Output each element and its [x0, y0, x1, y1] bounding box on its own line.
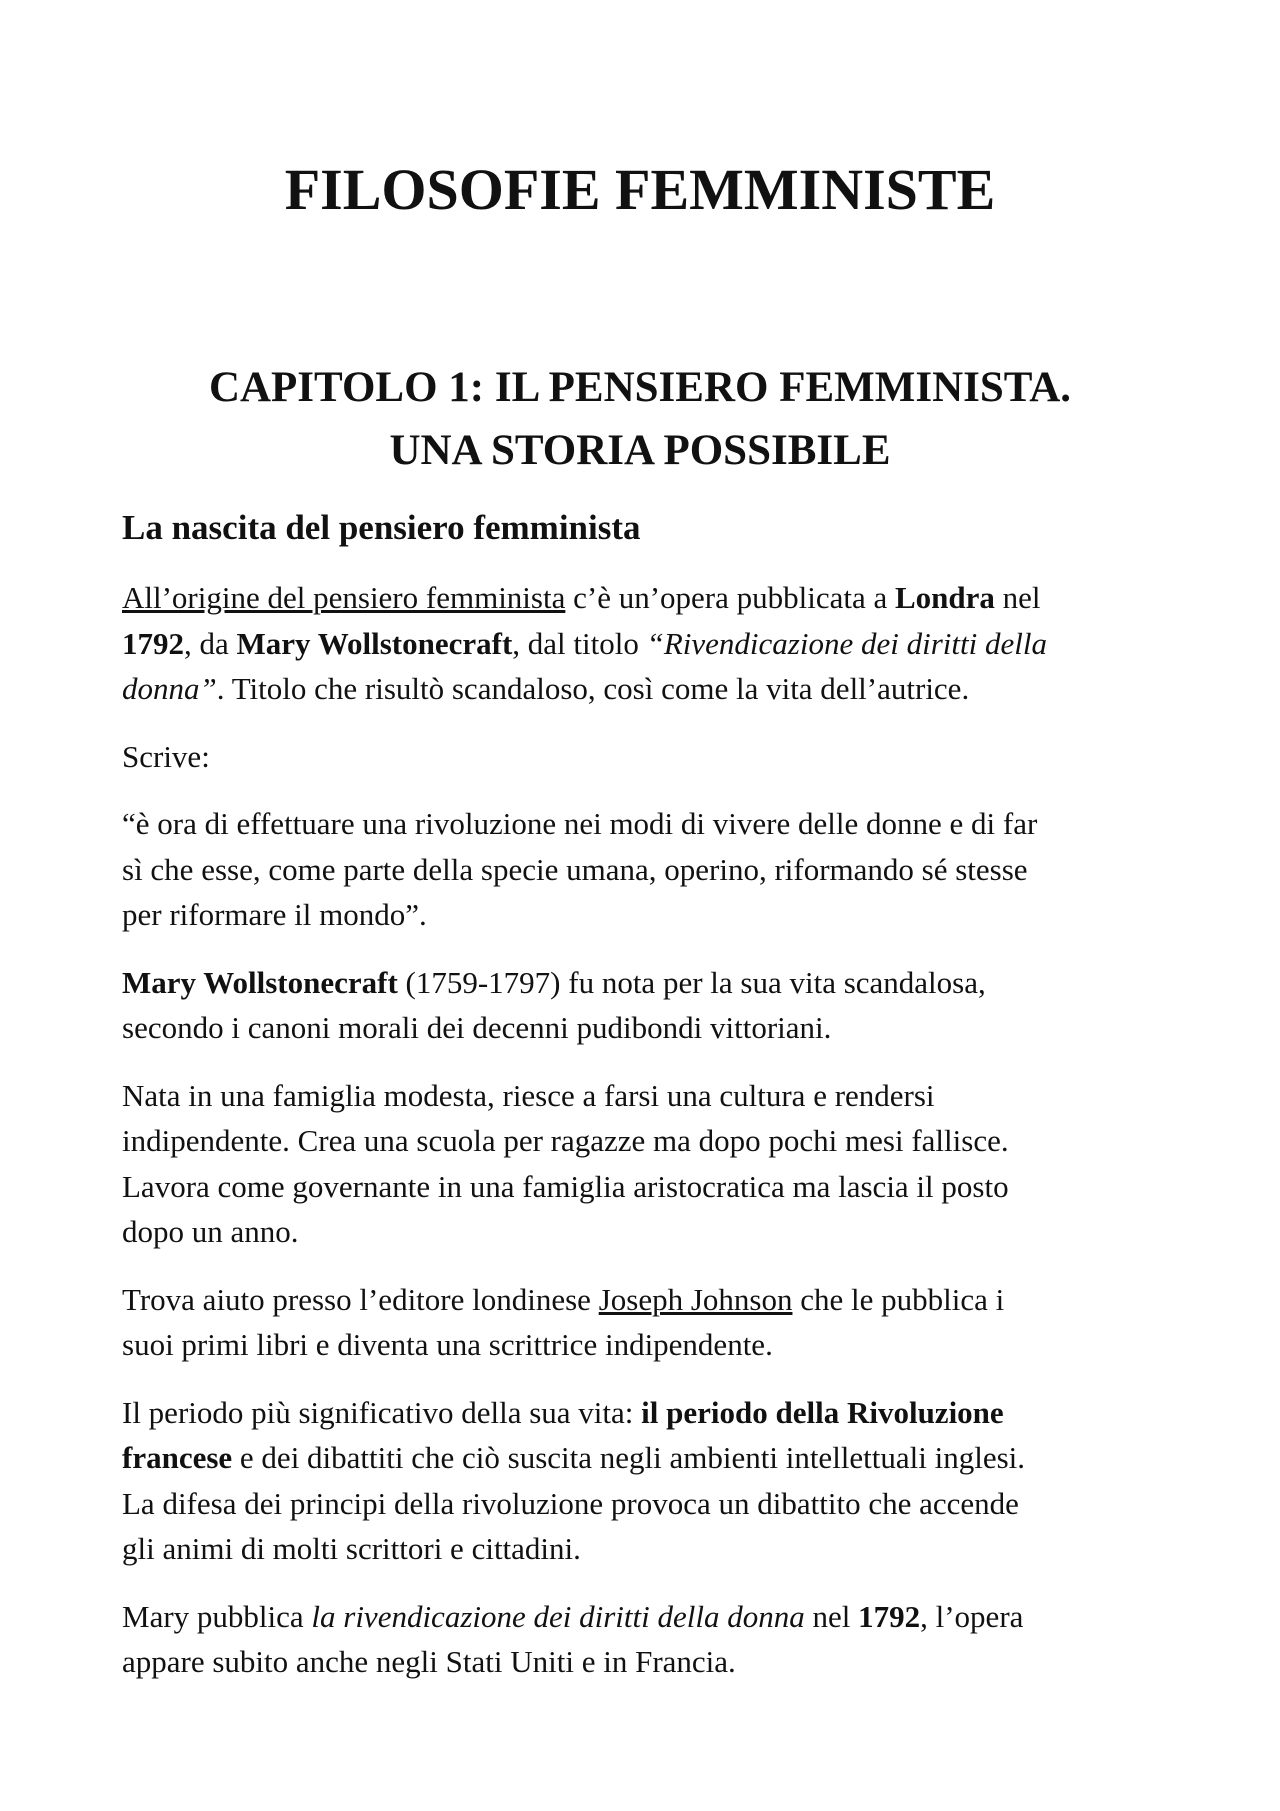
text-run: Il periodo più significativo della sua vita: — [122, 1394, 642, 1430]
text-run: . Titolo che risultò scandaloso, così come la vita dell’autrice. — [216, 671, 970, 706]
text-run: e dei dibattiti che ciò suscita negli ambienti intellettuali inglesi. — [232, 1440, 1026, 1475]
text-run: Mary pubblica — [122, 1598, 312, 1634]
paragraph-5-line-3: Lavora come governante in una famiglia aristocratica ma lascia il posto — [122, 1168, 1009, 1204]
document-title: FILOSOFIE FEMMINISTE — [284, 157, 996, 222]
paragraph-4-line-1 — [122, 960, 1172, 1006]
paragraph-8-line-1 — [122, 1594, 1172, 1640]
text-run: nel — [994, 580, 1041, 615]
paragraph-5-line-2: indipendente. Crea una scuola per ragazze ma dopo pochi mesi fallisce. — [122, 1123, 1009, 1158]
paragraph-7-line-1 — [122, 1390, 1172, 1436]
section-heading: La nascita del pensiero femminista — [122, 508, 641, 547]
italic-book-title: la rivendicazione dei diritti della donna — [311, 1598, 805, 1634]
chapter-title-line-1: CAPITOLO 1: IL PENSIERO FEMMINISTA. — [208, 364, 1072, 411]
underlined-phrase: All’origine del pensiero femminista — [122, 580, 566, 615]
paragraph-6-line-2: suoi primi libri e diventa una scrittrice indipendente. — [122, 1327, 773, 1362]
document-body — [122, 575, 1172, 1707]
paragraph-4 — [122, 960, 1172, 1051]
chapter-title-line-2: UNA STORIA POSSIBILE — [389, 427, 891, 474]
paragraph-2-line-1: Scrive: — [122, 738, 210, 774]
paragraph-5-line-1: Nata in una famiglia modesta, riesce a farsi una cultura e rendersi — [122, 1077, 935, 1113]
text-run: nel — [804, 1598, 859, 1634]
text-run: , l’opera — [920, 1598, 1024, 1634]
paragraph-4-line-2: secondo i canoni morali dei decenni pudibondi vittoriani. — [122, 1010, 832, 1045]
bold-year: 1792 — [122, 625, 184, 661]
text-run: Trova aiuto presso l’editore londinese — [122, 1281, 599, 1317]
italic-book-title: “Rivendicazione dei diritti della — [646, 625, 1047, 661]
paragraph-1-line-1 — [122, 575, 1172, 621]
bold-author-name: Mary Wollstonecraft — [236, 625, 513, 661]
text-run: che le pubblica i — [792, 1281, 1005, 1317]
paragraph-8-line-2: appare subito anche negli Stati Uniti e in Francia. — [122, 1644, 736, 1679]
paragraph-1 — [122, 575, 1172, 712]
text-run: , dal titolo — [512, 625, 647, 661]
bold-phrase: il periodo della Rivoluzione — [641, 1394, 1004, 1430]
text-run: , da — [184, 625, 237, 661]
paragraph-8 — [122, 1594, 1172, 1685]
paragraph-5-line-4: dopo un anno. — [122, 1214, 299, 1249]
chapter-title — [0, 356, 1280, 482]
paragraph-7-line-4: gli animi di molti scrittori e cittadini. — [122, 1531, 581, 1566]
paragraph-3-line-1: “è ora di effettuare una rivoluzione nei modi di vivere delle donne e di far — [122, 806, 1038, 841]
paragraph-2 — [122, 734, 1172, 780]
paragraph-1-line-2 — [122, 621, 1172, 667]
paragraph-3-line-3: per riformare il mondo”. — [122, 897, 427, 932]
paragraph-6 — [122, 1277, 1172, 1368]
paragraph-7-line-2 — [122, 1435, 1172, 1481]
paragraph-3-line-2: sì che esse, come parte della specie umana, operino, riformando sé stesse — [122, 851, 1028, 887]
bold-author-name: Mary Wollstonecraft — [122, 964, 398, 1000]
text-run: c’è un’opera pubblicata a — [565, 580, 895, 615]
paragraph-7-line-3: La difesa dei principi della rivoluzione provoca un dibattito che accende — [122, 1485, 1019, 1521]
paragraph-5 — [122, 1073, 1172, 1255]
underlined-publisher-name: Joseph Johnson — [598, 1281, 793, 1317]
paragraph-1-line-3 — [122, 666, 1172, 712]
paragraph-6-line-1 — [122, 1277, 1172, 1323]
text-run: (1759-1797) fu nota per la sua vita scandalosa, — [397, 964, 986, 1000]
paragraph-7 — [122, 1390, 1172, 1572]
bold-city: Londra — [895, 580, 995, 615]
italic-book-title-end: donna” — [122, 671, 217, 706]
paragraph-3-quote — [122, 801, 1172, 938]
bold-phrase-end: francese — [122, 1440, 233, 1475]
bold-year: 1792 — [858, 1598, 921, 1634]
